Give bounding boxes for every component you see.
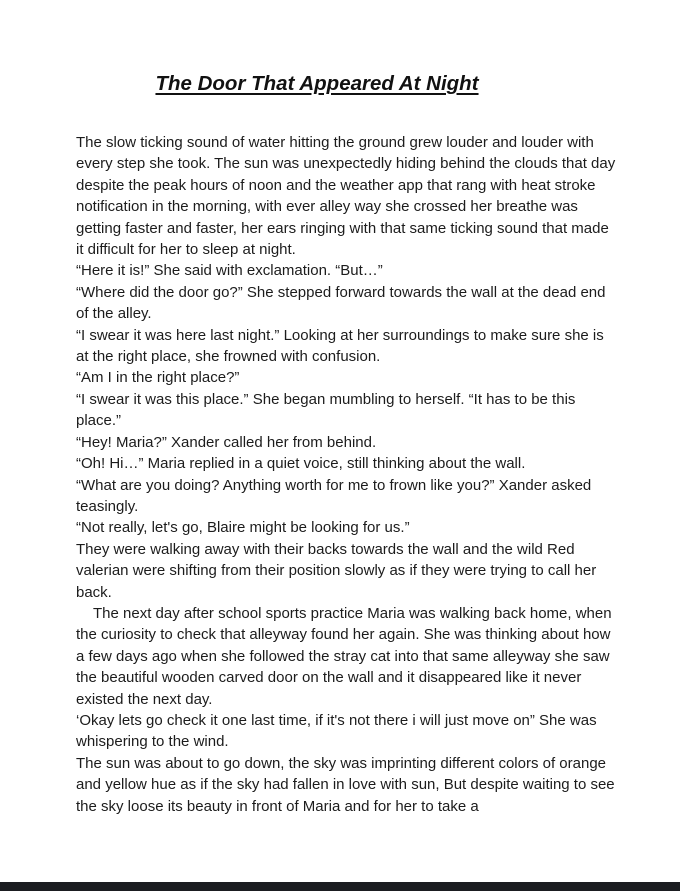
paragraph: The next day after school sports practice Maria was walking back home, when the curiosity to check that alleyway found her again. She was thinking about how a few days ago when she followed the stray cat into that same alleyway she saw the beautiful wooden carved door on the wall and it disappeared like it never existed the next day. [76, 604, 612, 708]
paragraph: The slow ticking sound of water hitting the ground grew louder and louder with every step she took. The sun was unexpectedly hiding behind the clouds that day despite the peak hours of noon and the weather app that rang with heat stroke notification in the morning, with ever alley way she crossed her breathe was getting faster and faster, her ears ringing with that same ticking sound that made it difficult for her to sleep at night. [76, 134, 616, 259]
paragraph: “Where did the door go?” She stepped forward towards the wall at the dead end of the alley. [76, 283, 606, 323]
bottom-edge-bar [0, 882, 680, 891]
paragraph: “Hey! Maria?” Xander called her from behind. [76, 433, 377, 451]
paragraph: “Oh! Hi…” Maria replied in a quiet voice, still thinking about the wall. [76, 455, 526, 473]
paragraph: “I swear it was this place.” She began mumbling to herself. “It has to be this place.” [76, 390, 576, 430]
paragraph: “What are you doing? Anything worth for me to frown like you?” Xander asked teasingly. [76, 476, 592, 515]
paragraph: “Here it is!” She said with exclamation. “But…” [76, 262, 383, 280]
story-body [76, 132, 616, 817]
paragraph: They were walking away with their backs towards the wall and the wild Red valerian were shifting from their position slowly as if they were trying to call her back. [76, 540, 597, 601]
paragraph: “Not really, let's go, Blaire might be looking for us.” [76, 519, 410, 537]
paragraph: “I swear it was here last night.” Looking at her surroundings to make sure she is at the right place, she frowned with confusion. [76, 326, 604, 366]
paragraph: The sun was about to go down, the sky was imprinting different colors of orange and yellow hue as if the sky had fallen in love with sun, But despite waiting to see the sky loose its beauty in front of Maria and for her to take a [76, 754, 615, 815]
paragraph: ‘Okay lets go check it one last time, if it's not there i will just move on” She was whispering to the wind. [76, 711, 597, 751]
paragraph: “Am I in the right place?” [76, 369, 240, 387]
page-title: The Door That Appeared At Night [155, 72, 479, 95]
